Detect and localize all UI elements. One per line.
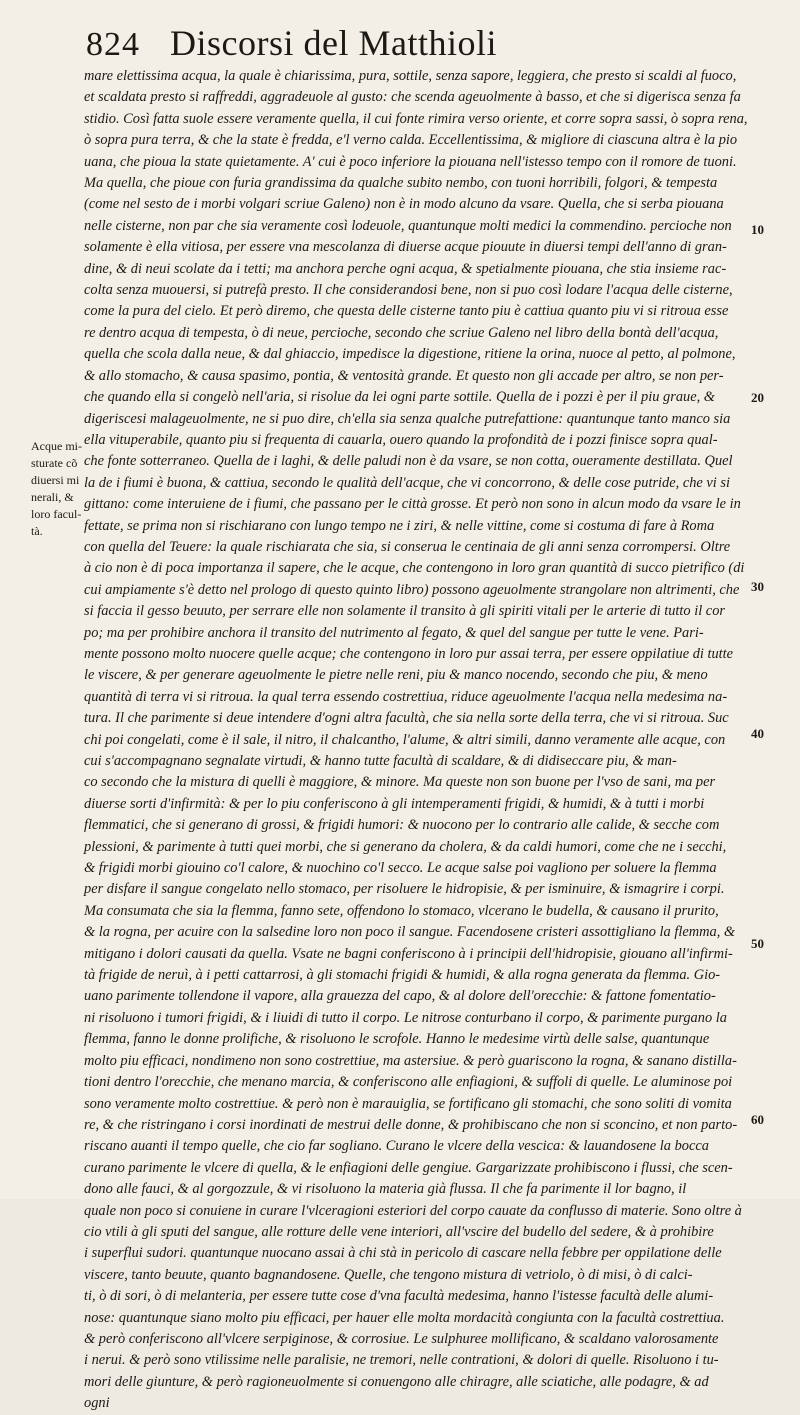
text-line: mare elettissima acqua, la quale è chiarissima, pura, sottile, senza sapore, leggiera, che presto si scaldi al fuoco, (84, 68, 737, 84)
text-line: riscano auanti il tempo quelle, che cio far sogliano. Curano le vlcere della vescica: & lauandosene la bocca (84, 1138, 709, 1155)
text-line: diuerse sorti d'infirmità: & per lo piu conferiscono à gli intemperamenti frigidi, & humidi, & à tutti i morbi (84, 795, 705, 812)
text-line: gittano: come interuiene de i fiumi, che passano per le città grosse. Et però non sono in alcun modo da vsare le in (84, 496, 741, 513)
text-line: mente possono molto nuocere quelle acque; che contengono in loro pur assai terra, per essere oppilatiue di tutte (84, 645, 734, 662)
text-line: Ma quella, che pioue con furia grandissima da qualche subito nembo, con tuoni horribili, folgori, & tempesta (84, 175, 718, 192)
text-line: ella vituperabile, quanto piu si frequenta di cauarla, ouero quando la profondità de i pozzi finisce sopra qual- (84, 431, 718, 448)
margin-note-line: tà. (31, 524, 43, 538)
text-line: cui s'accompagnano segnalate virtudi, & hanno tutte facultà di scaldare, & di didiseccare piu, & man- (84, 753, 677, 769)
text-line: & frigidi morbi giouino co'l calore, & nuochino co'l secco. Le acque salse poi vagliono per soluere la flemma (84, 860, 717, 877)
text-line: ogni (84, 1395, 110, 1412)
text-line: flemma, fanno le donne prolifiche, & risoluono le scrofole. Hanno le medesime virtù delle salse, quantunque (84, 1031, 710, 1048)
text-line: flemmatici, che si generano di grossi, & frigidi humori: & nuocono per lo contrario alle calide, & secche com (84, 817, 720, 834)
margin-note-line: loro facul- (31, 507, 82, 521)
running-head (86, 22, 736, 66)
text-line: tà frigide de neruì, à i petti cattarrosi, à gli stomachi frigidi & humidi, & alla rogna generata da flemma. Gio- (84, 967, 721, 984)
text-line: & però conferiscono all'vlcere serpiginose, & corrosiue. Le sulphuree mollificano, & scaldano valorosamente (84, 1330, 719, 1347)
text-line: si faccia il gesso beuuto, per serrare elle non solamente il transito à gli spiriti vitali per le arterie di tutto il cor (84, 603, 725, 620)
text-line: curano parimente le vlcere di quella, & le enfiagioni delle gengiue. Gargarizzate prohibiscono i flussi, che scen- (84, 1159, 733, 1176)
text-line: dine, & di neui scolate da i tetti; ma anchora perche ogni acqua, & spetialmente piouana, che stia insieme rac- (84, 260, 727, 277)
text-line: & la rogna, per acuire con la salsedine loro non poco il sangue. Facendosene cristeri assottigliano la flemma, & (84, 924, 736, 941)
text-line: sono veramente molto costrettiue. & però non è marauiglia, se fortificano gli stomachi, che sono soliti di vomita (84, 1095, 732, 1112)
text-line: uana, che pioua la state quietamente. A' cui è poco inferiore la piouana nell'istesso tempo con il romore de tuoni. (84, 153, 737, 170)
text-line: stidio. Così fatta suole essere veramente quella, il cui fonte rimira verso oriente, et corre sopra sassi, ò sopra rena, (84, 110, 748, 127)
text-line: molto piu efficaci, nondimeno non sono costrettiue, ma astersiue. & però guariscono la rogna, & sanano distilla- (84, 1052, 737, 1069)
text-line: ò sopra pura terra, & che la state è fredda, e'l verno calda. Eccellentissima, & migliore di ciascuna altra è la pio (84, 132, 738, 149)
text-line: à cio non è di poca importanza il sapere, che le acque, che contengono in loro gran quantità di succo pietrifico (di (84, 560, 745, 577)
text-line: dono alle fauci, & al gorgozzule, & vi risoluono la materia già flussa. Il che fa parimente il lor bagno, il (84, 1181, 687, 1198)
text-line: che quando ella si congelò nell'aria, si risolue da lei ogni parte sottile. Quella de i pozzi è per il piu graue, & (84, 389, 716, 406)
text-line: digeriscesi malageuolmente, ne si puo dire, ch'ella sia senza qualche putrefattione: quantunque tanto manco sia (84, 410, 731, 427)
margin-note-line: diuersi mi (31, 473, 80, 487)
line-number-60: 60 (751, 1112, 764, 1127)
text-line: re, & che ristringano i corsi inordinati de mestrui delle donne, & prohibiscano che non si sconcino, et non parto- (84, 1116, 738, 1133)
text-line: quantità di terra vi si ritroua. la qual terra essendo costrettiua, riduce ageuolmente l'acqua nella medesima na- (84, 688, 728, 705)
text-line: per disfare il sangue congelato nello stomaco, per risoluere le hidropisie, & per isminuire, & ismagrire i corpi. (84, 881, 725, 898)
text-line: re dentro acqua di tempesta, ò di neue, percioche, secondo che scriue Galeno nel libro della bontà dell'acqua, (84, 324, 719, 341)
page-number: 824 (86, 26, 140, 63)
margin-note-line: sturate cõ (31, 456, 78, 470)
text-line: la de i fiumi è buona, & cattiua, secondo le qualità dell'acque, che vi concorrono, & delle cose putride, che vi si (84, 474, 730, 491)
text-line: che fonte sotterraneo. Quella de i laghi, & delle paludi non è da vsare, se non cotta, oueramente destillata. Quel (84, 453, 733, 470)
text-line: tura. Il che parimente si deue intendere d'ogni altra facultà, che sia nella sorte della terra, che vi si ritroua. Suc (84, 710, 729, 727)
text-line: con quella del Teuere: la quale rischiarata che sia, si conserua le centinaia de gli anni senza corrompersi. Oltre (84, 538, 731, 555)
text-line: nose: quantunque siano molto piu efficaci, per hauer elle molta mordacità congiunta con la facultà costrettiua. (84, 1309, 725, 1326)
text-line: i nerui. & però sono vtilissime nelle paralisie, ne tremori, nelle contrationi, & dolori di quelle. Risoluono i tu- (84, 1352, 719, 1369)
text-line: nelle cisterne, non par che sia veramente così lodeuole, quantunque molti medici la commendino. percioche non (84, 217, 732, 234)
text-line: mori delle giunture, & però ragioneuolmente si conuengono alle chiragre, alle sciatiche, alle podagre, & ad (84, 1373, 709, 1390)
running-title: Discorsi del Matthioli (170, 23, 497, 63)
text-line: le viscere, & per generare ageuolmente le pietre nelle reni, piu & manco nocendo, secondo che piu, & meno (84, 667, 708, 684)
text-line: quale non poco si conuiene in curare l'vlceragioni esteriori del corpo cauate da conflusso di materie. Sono oltre à (84, 1202, 742, 1219)
text-line: mitigano i dolori causati da quella. Vsate ne bagni conferiscono à i principii dell'hidropisie, giouano all'infirmi- (84, 945, 733, 962)
text-line: ti, ò di sori, ò di melanteria, per essere tutte cose d'vna facultà medesima, hanno l'istesse facultà delle alumi- (84, 1288, 714, 1305)
line-number-20: 20 (751, 390, 764, 405)
line-number-50: 50 (751, 936, 764, 951)
text-line: Ma consumata che sia la flemma, fanno sete, offendono lo stomaco, vlcerano le budella, & causano il prurito, (84, 902, 719, 919)
text-line: quella che scola dalla neue, & dal ghiaccio, impedisce la digestione, ritiene la orina, nuoce al petto, al polmone, (84, 346, 736, 363)
text-line: (come nel sesto de i morbi volgari scriue Galeno) non è in modo alcuno da vsare. Quella, che si serba piouana (84, 196, 724, 213)
text-line: solamente è ella vitiosa, per essere vna mescolanza di diuerse acque piouute in diuersi tempi dell'anno di gran- (84, 239, 727, 256)
text-line: viscere, tanto beuute, quanto bagnandosene. Quelle, che tengono mistura di vetriolo, ò di misi, ò di calci- (84, 1266, 693, 1283)
text-line: uano parimente tollendone il vapore, alla grauezza del capo, & al dolore dell'orecchie: & fattone fomentatio- (84, 988, 716, 1005)
text-line: tioni dentro l'orecchie, che menano marcia, & conferiscono alle enfiagioni, & suffoli di quelle. Le aluminose poi (84, 1074, 733, 1091)
text-line: colta senza muouersi, si putrefà presto. Il che considerandosi bene, non si puo così lodare l'acqua delle cisterne, (84, 282, 733, 299)
line-number-10: 10 (751, 222, 764, 237)
text-line: come la pura del cielo. Et però diremo, che questa delle cisterne tanto piu è cattiua quanto piu vi si ritroua esse (84, 303, 729, 320)
line-number-40: 40 (751, 726, 764, 741)
text-line: et scaldata presto si raffreddi, aggradeuole al gusto: che scenda ageuolmente à basso, et che si digerisca senza fa (84, 89, 741, 106)
marginal-note (31, 438, 87, 540)
margin-note-line: Acque mi- (31, 439, 82, 453)
line-number-30: 30 (751, 579, 764, 594)
text-line: plessioni, & parimente à tutti quei morbi, che si generano da cholera, & da caldi humori, come che ne i secchi, (84, 838, 727, 855)
text-line: fettate, se prima non si rischiarano con lungo tempo ne i ziri, & nelle vittine, come si costuma di fare à Roma (84, 517, 715, 534)
text-line: co secondo che la mistura di quelli è maggiore, & minore. Ma queste non son buone per l'vso de sani, ma per (84, 774, 716, 791)
text-line: i superflui sudori. quantunque nuocano assai à chi stà in pericolo di cascare nella febbre per oppilatione delle (84, 1245, 722, 1262)
text-line: chi poi congelati, come è il sale, il nitro, il chalcantho, l'alume, & altri simili, danno veramente alle acque, con (84, 731, 726, 748)
main-text-block (84, 66, 750, 1415)
margin-note-line: nerali, & (31, 490, 74, 504)
text-line: ni risoluono i tumori frigidi, & i liuidi di tutto il corpo. Le nitrose conturbano il corpo, & parimente purgano la (84, 1009, 727, 1026)
text-line: & allo stomacho, & causa spasimo, pontia, & ventosità grande. Et questo non gli accade per altro, se non per- (84, 367, 724, 384)
text-line: cui ampiamente s'è detto nel prologo di questo quinto libro) possono ageuolmente strangolare non altrimenti, che (84, 581, 740, 598)
text-line: cio vtili à gli sputi del sangue, alle rotture delle vene interiori, all'vscire del budello del sedere, & à prohibire (84, 1223, 714, 1240)
text-line: po; ma per prohibire anchora il transito del nutrimento al fegato, & quel del sangue per tutte le vene. Pari- (84, 624, 704, 641)
